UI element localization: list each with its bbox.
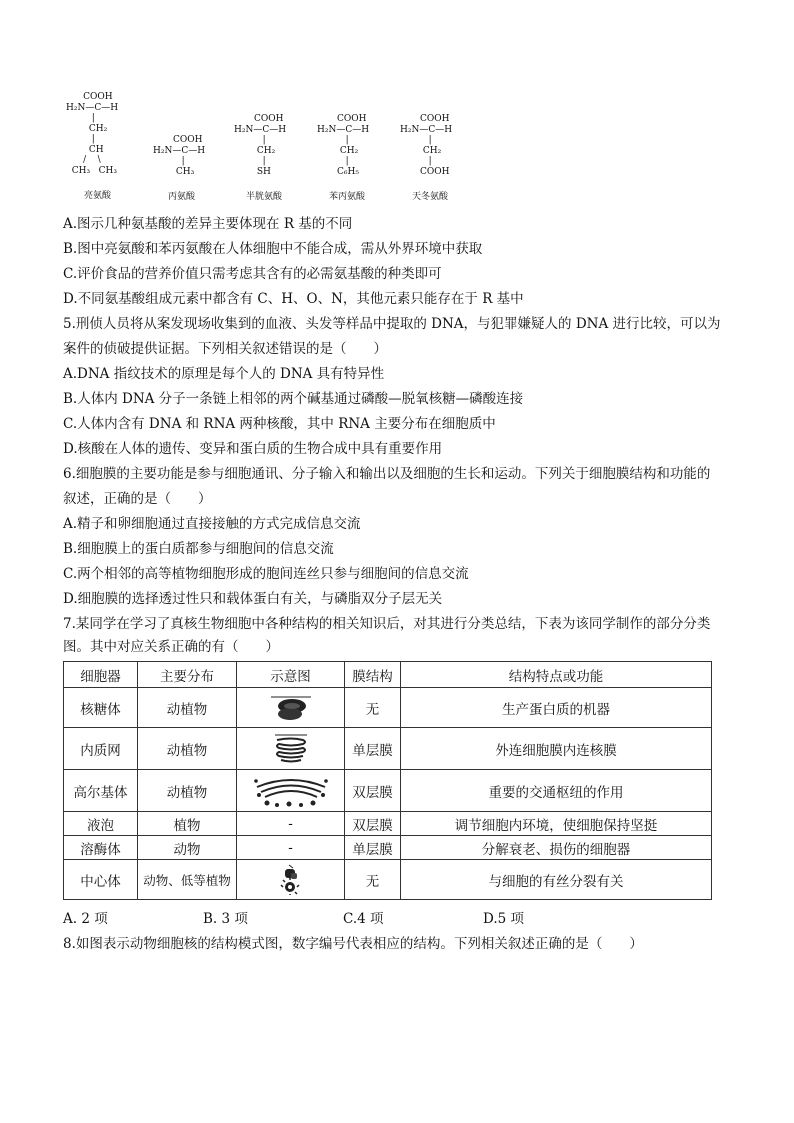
table-row	[64, 836, 712, 860]
header-figure: 示意图	[237, 662, 345, 688]
organelle-table	[63, 661, 712, 900]
table-row	[64, 728, 712, 770]
q6-option-b: B.细胞膜上的蛋白质都参与细胞间的信息交流	[63, 541, 334, 557]
cell-organelle: 核糖体	[64, 688, 138, 728]
table-row	[64, 812, 712, 836]
cell-membrane: 双层膜	[345, 770, 401, 812]
q6-stem-line2: 叙述，正确的是（ ）	[63, 491, 212, 507]
q4-option-b: B.图中亮氨酸和苯丙氨酸在人体细胞中不能合成，需从外界环境中获取	[63, 241, 483, 257]
cell-function: 调节细胞内环境，使细胞保持坚挺	[401, 812, 712, 836]
cell-figure	[237, 770, 345, 812]
cell-organelle: 内质网	[64, 728, 138, 770]
amino-acid-name: 亮氨酸	[84, 191, 112, 201]
cell-membrane: 无	[345, 860, 401, 900]
cell-organelle: 溶酶体	[64, 836, 138, 860]
header-membrane: 膜结构	[345, 662, 401, 688]
table-row	[64, 688, 712, 728]
cell-figure: -	[237, 836, 345, 860]
structural-formula: COOH H₂N—C—H | CH₂ | SH	[234, 114, 287, 177]
amino-acid-name: 丙氨酸	[168, 192, 196, 202]
cell-distribution: 植物	[138, 812, 237, 836]
q7-option-a: A. 2 项	[63, 911, 108, 927]
table-header-row	[64, 662, 712, 688]
table-row	[64, 860, 712, 900]
cell-membrane: 无	[345, 688, 401, 728]
amino-acid-leucine	[66, 92, 119, 201]
cell-distribution: 动物、低等植物	[138, 860, 237, 900]
q5-stem-line1: 5.刑侦人员将从案发现场收集到的血液、头发等样品中提取的 DNA，与犯罪嫌疑人的 DNA 进行比较，可以为	[63, 316, 721, 332]
amino-acid-name: 苯丙氨酸	[329, 192, 366, 202]
q7-option-c: C.4 项	[343, 911, 384, 927]
amino-acid-name: 半胱氨酸	[246, 192, 283, 202]
structural-formula: COOH H₂N—C—H | CH₂ | COOH	[400, 114, 453, 177]
cell-function: 外连细胞膜内连核膜	[401, 728, 712, 770]
cell-distribution: 动植物	[138, 770, 237, 812]
cell-membrane: 双层膜	[345, 812, 401, 836]
structural-formula: COOH H₂N—C—H | CH₂ | C₆H₅	[317, 114, 370, 177]
cell-membrane: 单层膜	[345, 728, 401, 770]
q5-option-a: A.DNA 指纹技术的原理是每个人的 DNA 具有特异性	[63, 366, 385, 382]
amino-acid-name: 天冬氨酸	[412, 192, 449, 202]
q5-option-b: B.人体内 DNA 分子一条链上相邻的两个碱基通过磷酸—脱氧核糖—磷酸连接	[63, 391, 524, 407]
cell-figure: -	[237, 812, 345, 836]
q7-option-b: B. 3 项	[203, 911, 248, 927]
q5-option-c: C.人体内含有 DNA 和 RNA 两种核酸，其中 RNA 主要分布在细胞质中	[63, 416, 496, 432]
cell-function: 重要的交通枢纽的作用	[401, 770, 712, 812]
cell-function: 分解衰老、损伤的细胞器	[401, 836, 712, 860]
q7-stem-line2: 图。其中对应关系正确的有（ ）	[63, 639, 279, 655]
q6-option-a: A.精子和卵细胞通过直接接触的方式完成信息交流	[63, 516, 361, 532]
q5-option-d: D.核酸在人体的遗传、变异和蛋白质的生物合成中具有重要作用	[63, 441, 443, 457]
header-organelle: 细胞器	[64, 662, 138, 688]
cell-distribution: 动植物	[138, 728, 237, 770]
q7-stem-line1: 7.某同学在学习了真核生物细胞中各种结构的相关知识后，对其进行分类总结，下表为该同学制作的部分分类	[63, 616, 711, 632]
cell-organelle: 中心体	[64, 860, 138, 900]
centrosome-icon	[279, 864, 303, 896]
ribosome-icon	[266, 694, 316, 722]
q4-option-a: A.图示几种氨基酸的差异主要体现在 R 基的不同	[63, 216, 353, 232]
cell-membrane: 单层膜	[345, 836, 401, 860]
cell-organelle: 液泡	[64, 812, 138, 836]
header-distribution: 主要分布	[138, 662, 237, 688]
er-icon	[269, 733, 313, 765]
q6-option-d: D.细胞膜的选择透过性只和载体蛋白有关，与磷脂双分子层无关	[63, 591, 443, 607]
cell-function: 与细胞的有丝分裂有关	[401, 860, 712, 900]
cell-figure	[237, 860, 345, 900]
amino-acid-cysteine	[234, 114, 287, 202]
structural-formula: COOH H₂N—C—H | CH₃	[153, 135, 206, 177]
amino-acid-phenylalanine	[317, 114, 370, 202]
q6-option-c: C.两个相邻的高等植物细胞形成的胞间连丝只参与细胞间的信息交流	[63, 566, 469, 582]
cell-distribution: 动植物	[138, 688, 237, 728]
cell-distribution: 动物	[138, 836, 237, 860]
structural-formula: COOH H₂N—C—H | CH₂ | CH / \ CH₃ CH₃	[66, 92, 119, 176]
q7-option-d: D.5 项	[483, 911, 525, 927]
amino-acid-alanine	[153, 135, 206, 202]
cell-figure	[237, 728, 345, 770]
q8-stem: 8.如图表示动物细胞核的结构模式图，数字编号代表相应的结构。下列相关叙述正确的是（ ）	[63, 936, 643, 952]
table-row	[64, 770, 712, 812]
golgi-icon	[253, 773, 329, 809]
header-function: 结构特点或功能	[401, 662, 712, 688]
q4-option-c: C.评价食品的营养价值只需考虑其含有的必需氨基酸的种类即可	[63, 266, 442, 282]
q6-stem-line1: 6.细胞膜的主要功能是参与细胞通讯、分子输入和输出以及细胞的生长和运动。下列关于细胞膜结构和功能的	[63, 466, 711, 482]
cell-function: 生产蛋白质的机器	[401, 688, 712, 728]
q5-stem-line2: 案件的侦破提供证据。下列相关叙述错误的是（ ）	[63, 341, 387, 357]
amino-acid-aspartic	[400, 114, 453, 202]
cell-organelle: 高尔基体	[64, 770, 138, 812]
q4-option-d: D.不同氨基酸组成元素中都含有 C、H、O、N，其他元素只能存在于 R 基中	[63, 291, 524, 307]
cell-figure	[237, 688, 345, 728]
